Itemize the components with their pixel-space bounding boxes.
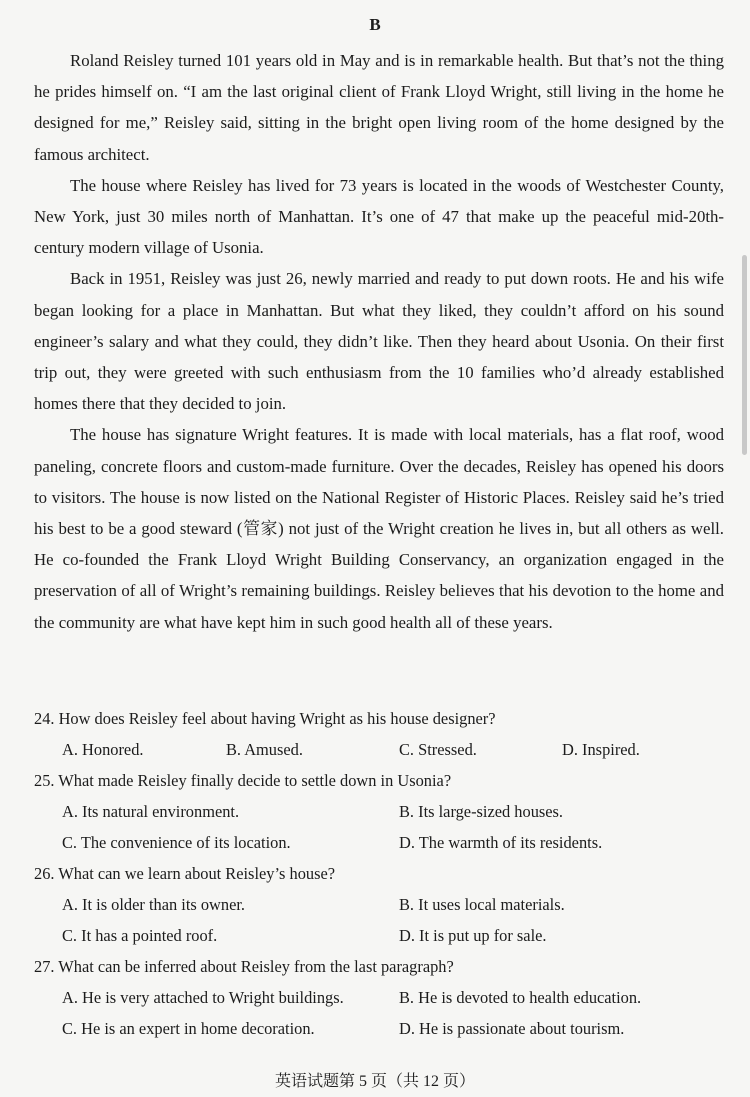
option-row bbox=[34, 982, 724, 1013]
option-b: B. Amused. bbox=[226, 740, 303, 759]
option-row bbox=[34, 734, 724, 765]
passage-paragraph-3: Back in 1951, Reisley was just 26, newly married and ready to put down roots. He and his wife began looking for a place in Manhattan. But what they liked, they couldn’t afford on his sound engineer’s salary and what they could, they didn’t like. Then they heard about Usonia. On their first trip out, they were greeted with such enthusiasm from the 10 families who’d already established homes there that they decided to join. bbox=[34, 269, 724, 414]
question-25 bbox=[34, 765, 724, 858]
scrollbar[interactable] bbox=[742, 255, 747, 455]
passage-paragraph-1: Roland Reisley turned 101 years old in May and is in remarkable health. But that’s not the thing he prides himself on. “I am the last original client of Frank Lloyd Wright, still living in the home he designed for me,” Reisley said, sitting in the bright open living room of the home designed by the famous architect. bbox=[34, 51, 724, 164]
option-b: B. Its large-sized houses. bbox=[399, 802, 564, 821]
reading-passage bbox=[34, 45, 724, 638]
question-stem: 26. What can we learn about Reisley’s house? bbox=[34, 864, 336, 883]
option-row bbox=[34, 1013, 724, 1044]
option-row bbox=[34, 827, 724, 858]
question-26 bbox=[34, 858, 724, 951]
option-row bbox=[34, 889, 724, 920]
option-a: A. It is older than its owner. bbox=[62, 895, 246, 914]
option-c: C. Stressed. bbox=[399, 740, 477, 759]
option-c: C. It has a pointed roof. bbox=[62, 926, 218, 945]
option-c: C. He is an expert in home decoration. bbox=[62, 1019, 315, 1038]
option-d: D. It is put up for sale. bbox=[399, 926, 547, 945]
question-stem: 24. How does Reisley feel about having Wright as his house designer? bbox=[34, 709, 496, 728]
option-d: D. He is passionate about tourism. bbox=[399, 1019, 625, 1038]
question-stem: 27. What can be inferred about Reisley from the last paragraph? bbox=[34, 957, 454, 976]
option-b: B. He is devoted to health education. bbox=[399, 988, 642, 1007]
option-a: A. He is very attached to Wright buildings. bbox=[62, 988, 344, 1007]
option-a: A. Honored. bbox=[62, 740, 144, 759]
page-footer: 英语试题第 5 页（共 12 页） bbox=[274, 1073, 475, 1090]
option-row bbox=[34, 920, 724, 951]
question-24 bbox=[34, 703, 724, 765]
option-d: D. Inspired. bbox=[562, 740, 640, 759]
question-stem: 25. What made Reisley finally decide to settle down in Usonia? bbox=[34, 771, 452, 790]
option-c: C. The convenience of its location. bbox=[62, 833, 291, 852]
option-a: A. Its natural environment. bbox=[62, 802, 240, 821]
passage-paragraph-2: The house where Reisley has lived for 73 years is located in the woods of Westchester County, New York, just 30 miles north of Manhattan. It’s one of 47 that make up the peaceful mid-20th-century modern village of Usonia. bbox=[34, 175, 724, 258]
passage-paragraph-4: The house has signature Wright features. It is made with local materials, has a flat roof, wood paneling, concrete floors and custom-made furniture. Over the decades, Reisley has opened his doors to visitors. The house is now listed on the National Register of Historic Places. Reisley said he’s tried his best to be a good steward (管家) not just of the Wright creation he lives in, but all others as well. He co-founded the Frank Lloyd Wright Building Conservancy, an organization engaged in the preservation of all of Wright’s remaining buildings. Reisley believes that his devotion to the home and the community are what have kept him in such good health all of these years. bbox=[34, 425, 724, 632]
option-d: D. The warmth of its residents. bbox=[399, 833, 603, 852]
section-letter: B bbox=[369, 15, 381, 34]
question-list bbox=[34, 703, 724, 1044]
option-b: B. It uses local materials. bbox=[399, 895, 565, 914]
question-27 bbox=[34, 951, 724, 1044]
option-row bbox=[34, 796, 724, 827]
